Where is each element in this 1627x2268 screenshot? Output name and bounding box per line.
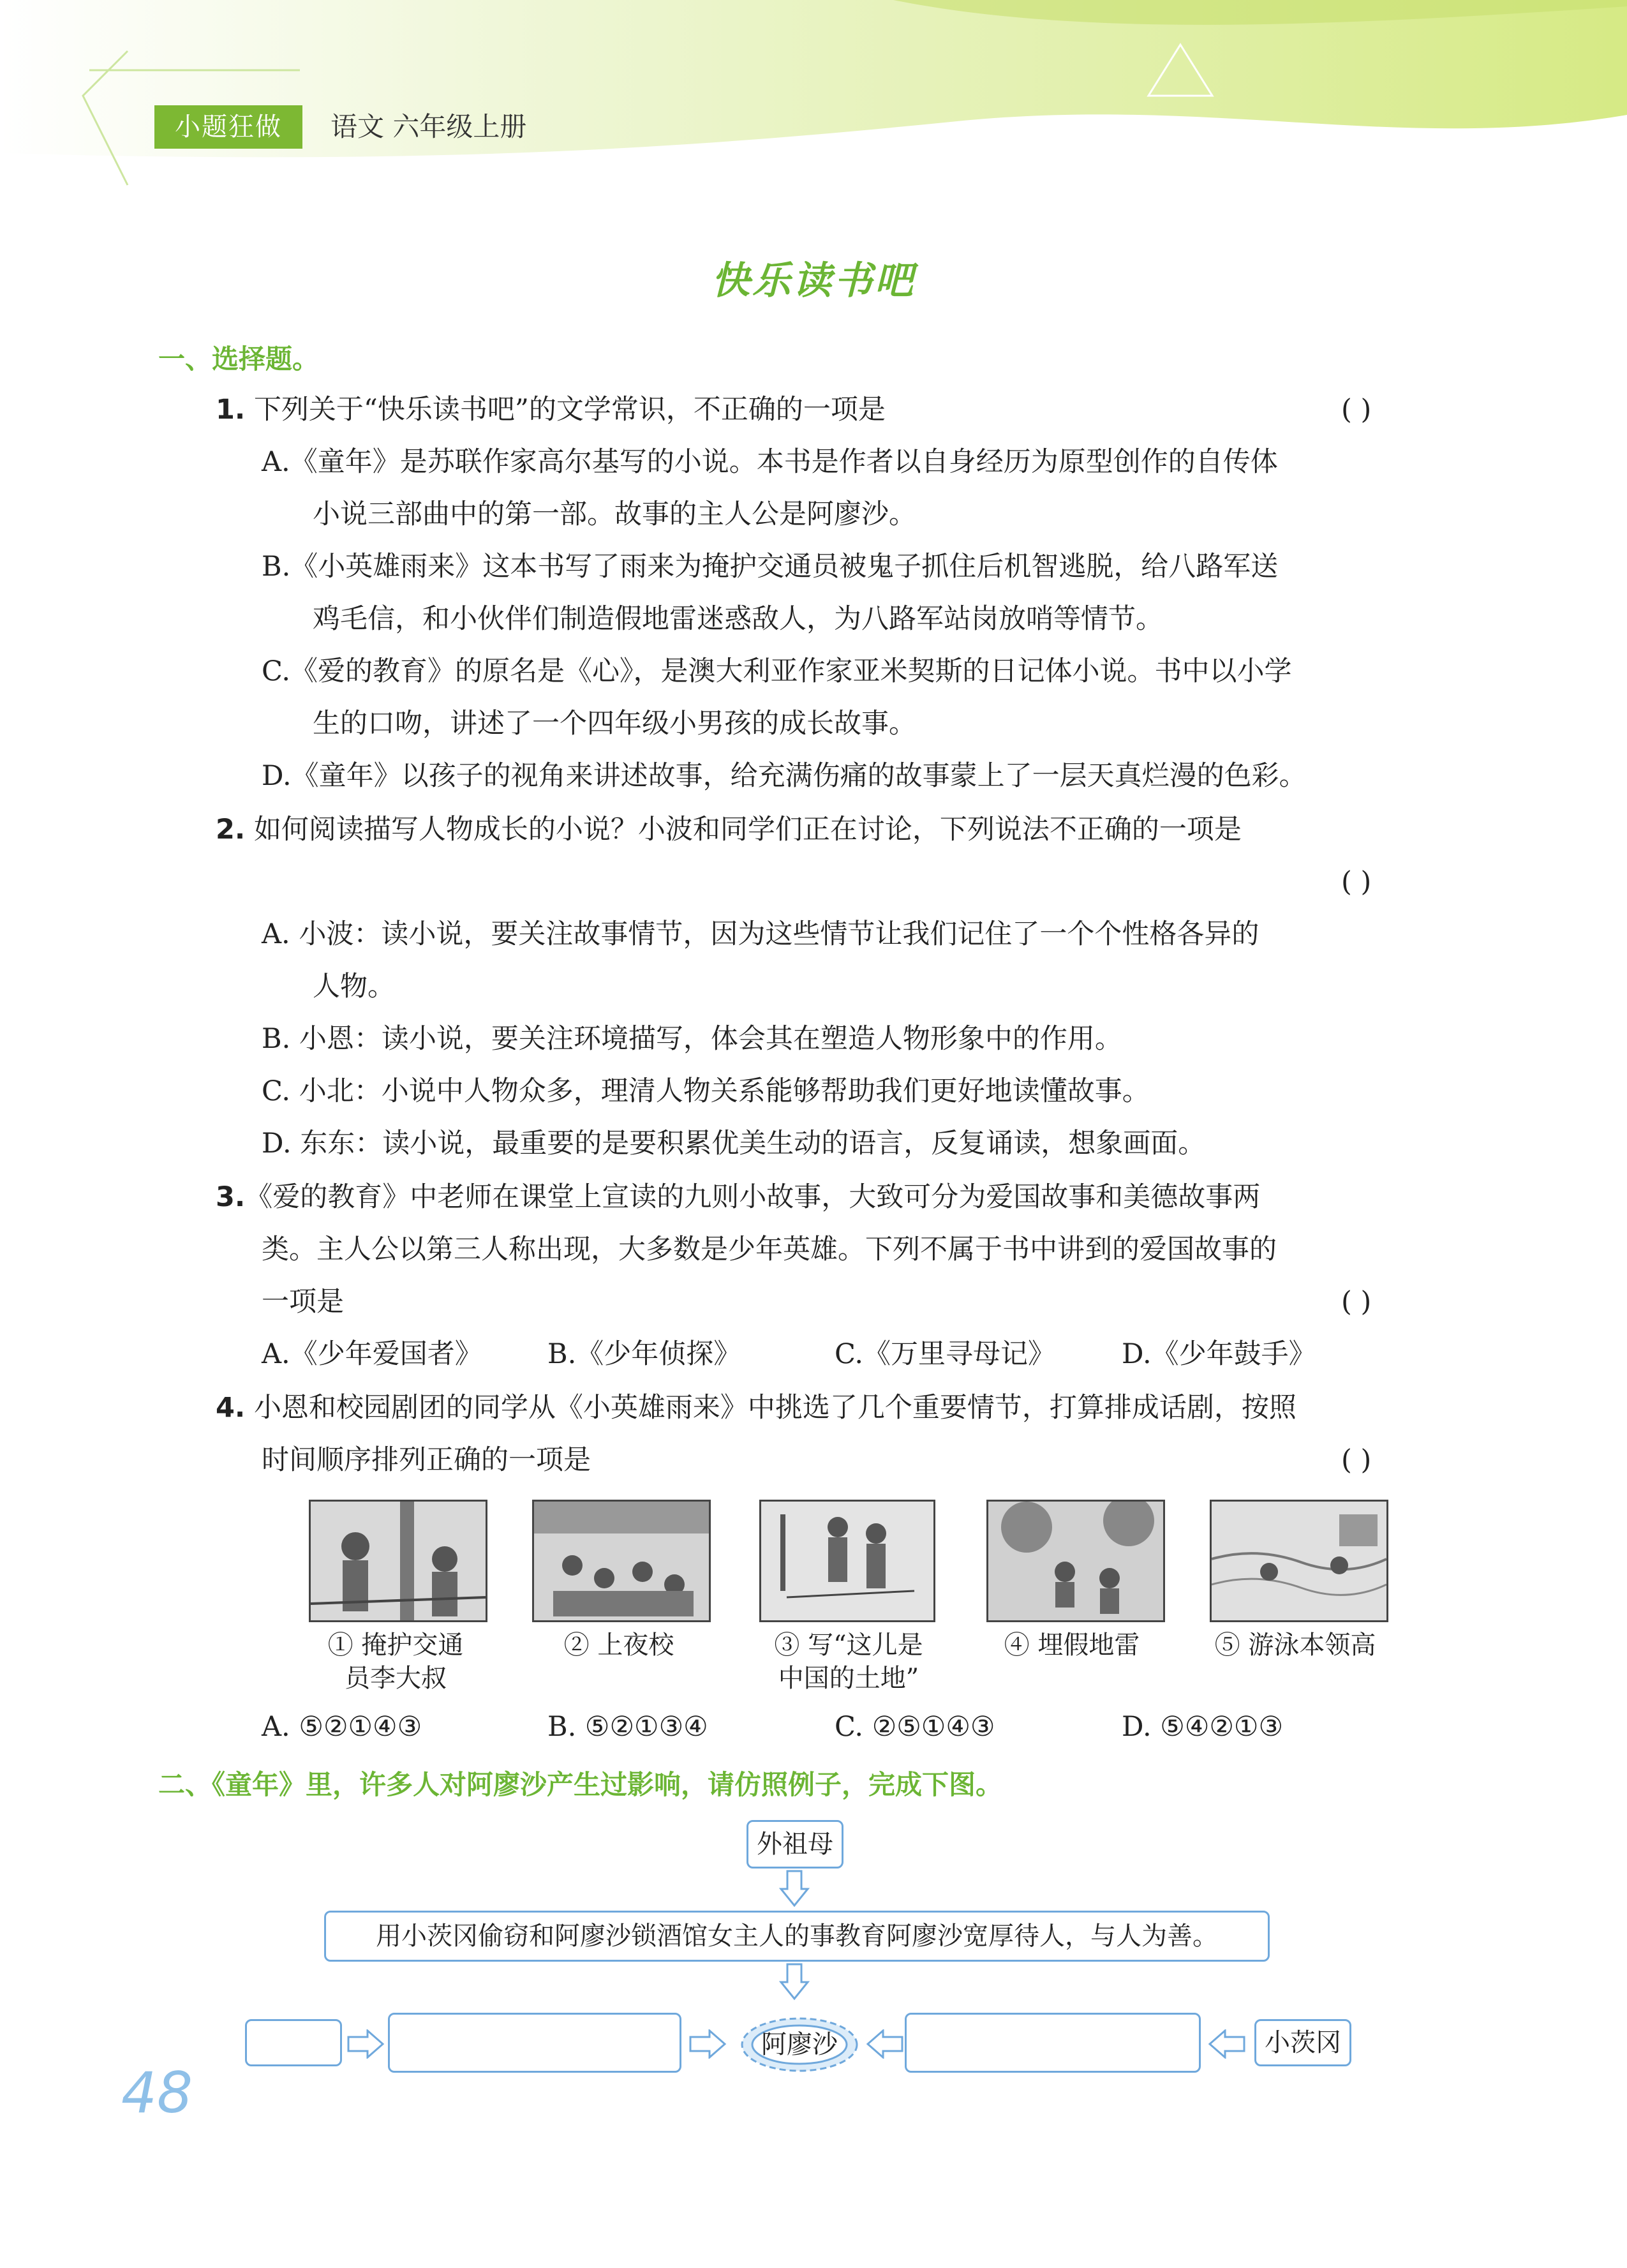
question-3-option-b: B.《少年侦探》 <box>547 1338 741 1370</box>
illustration-3-image <box>759 1500 935 1622</box>
question-1-option-c-line2: 生的口吻，讲述了一个四年级小男孩的成长故事。 <box>313 708 916 740</box>
question-1-text: 下列关于“快乐读书吧”的文学常识，不正确的一项是 <box>253 394 886 426</box>
question-1-answer-blank[interactable]: ( ) <box>1341 394 1372 426</box>
section-two-heading: 二、《童年》里，许多人对阿廖沙产生过影响，请仿照例子，完成下图。 <box>158 1769 1003 1800</box>
illustration-1-image <box>309 1500 487 1622</box>
question-4-option-c: C. ②⑤①④③ <box>835 1711 995 1743</box>
question-1-option-b-line1: B.《小英雄雨来》这本书写了雨来为掩护交通员被鬼子抓住后机智逃脱，给八路军送 <box>262 551 1279 583</box>
question-1-option-a-line2: 小说三部曲中的第一部。故事的主人公是阿廖沙。 <box>313 498 916 530</box>
question-2-option-a-line1: A. 小波：读小说，要关注故事情节，因为这些情节让我们记住了一个个性格各异的 <box>262 918 1259 950</box>
left-description-blank[interactable] <box>388 2013 681 2073</box>
center-node-alyosha: 阿廖沙 <box>761 2030 838 2059</box>
arrow-left-icon-2 <box>1207 2029 1245 2059</box>
header-wave-decoration <box>0 0 1627 191</box>
illustration-1-caption <box>300 1629 491 1695</box>
arrow-down-icon <box>778 1870 810 1908</box>
illustration-2-image <box>532 1500 711 1622</box>
example-description-box: 用小茨冈偷窃和阿廖沙锁酒馆女主人的事教育阿廖沙宽厚待人，与人为善。 <box>324 1911 1270 1962</box>
illustration-3-caption-line1: ③ 写“这儿是 <box>774 1630 923 1660</box>
question-1-stem <box>216 391 886 429</box>
question-2-option-a-line2: 人物。 <box>313 971 395 1003</box>
question-3-stem-line2: 类。主人公以第三人称出现，大多数是少年英雄。下列不属于书中讲到的爱国故事的 <box>262 1234 1277 1265</box>
question-4-text-line1: 小恩和校园剧团的同学从《小英雄雨来》中挑选了几个重要情节，打算排成话剧，按照 <box>253 1392 1296 1424</box>
question-2-number: 2. <box>216 814 246 846</box>
subject-grade: 语文 六年级上册 <box>331 111 527 142</box>
question-3-number: 3. <box>216 1181 246 1213</box>
illustration-5-caption: ⑤ 游泳本领高 <box>1214 1630 1376 1660</box>
question-2-answer-blank[interactable]: ( ) <box>1341 866 1372 898</box>
question-1-option-d: D.《童年》以孩子的视角来讲述故事，给充满伤痛的故事蒙上了一层天真烂漫的色彩。 <box>262 760 1307 792</box>
question-1-number: 1. <box>216 394 246 426</box>
question-1-option-a-line1: A.《童年》是苏联作家高尔基写的小说。本书是作者以自身经历为原型创作的自传体 <box>262 446 1278 478</box>
question-4-option-d: D. ⑤④②①③ <box>1122 1711 1284 1743</box>
illustration-1-caption-line1: ① 掩护交通 <box>327 1630 464 1660</box>
question-3-option-d: D.《少年鼓手》 <box>1122 1338 1316 1370</box>
question-3-option-a: A.《少年爱国者》 <box>262 1338 482 1370</box>
question-4-stem-line1 <box>216 1389 1296 1427</box>
question-1-option-b-line2: 鸡毛信，和小伙伴们制造假地雷迷惑敌人，为八路军站岗放哨等情节。 <box>313 603 1163 635</box>
question-4-number: 4. <box>216 1392 246 1424</box>
illustration-5-image <box>1210 1500 1388 1622</box>
section-one-heading: 一、选择题。 <box>158 343 320 375</box>
arrow-right-icon-1 <box>347 2029 385 2059</box>
question-2-option-d: D. 东东：读小说，最重要的是要积累优美生动的语言，反复诵读，想象画面。 <box>262 1128 1206 1160</box>
illustration-4-image <box>986 1500 1165 1622</box>
question-3-stem-line3: 一项是 <box>262 1286 344 1318</box>
question-2-option-b: B. 小恩：读小说，要关注环境描写，体会其在塑造人物形象中的作用。 <box>262 1023 1122 1055</box>
node-grandmother: 外祖母 <box>747 1820 843 1869</box>
arrow-right-icon-2 <box>689 2029 727 2059</box>
question-2-stem <box>216 810 1242 849</box>
question-4-option-b: B. ⑤②①③④ <box>547 1711 708 1743</box>
page-number: 48 <box>121 2060 193 2126</box>
illustration-3-caption <box>740 1629 957 1695</box>
illustration-2-caption: ② 上夜校 <box>563 1630 674 1660</box>
question-2-option-c: C. 小北：小说中人物众多，理清人物关系能够帮助我们更好地读懂故事。 <box>262 1075 1150 1107</box>
question-3-text-line1: 《爱的教育》中老师在课堂上宣读的九则小故事，大致可分为爱国故事和美德故事两 <box>245 1181 1261 1213</box>
question-3-option-c: C.《万里寻母记》 <box>835 1338 1056 1370</box>
arrow-left-icon-1 <box>865 2029 903 2059</box>
question-4-answer-blank[interactable]: ( ) <box>1341 1444 1372 1476</box>
series-badge: 小题狂做 <box>154 105 302 149</box>
question-2-text: 如何阅读描写人物成长的小说？小波和同学们正在讨论，下列说法不正确的一项是 <box>253 814 1242 846</box>
question-3-answer-blank[interactable]: ( ) <box>1341 1286 1372 1318</box>
question-3-stem-line1 <box>216 1178 1260 1216</box>
illustration-3-caption-line2: 中国的土地” <box>778 1664 919 1693</box>
question-4-option-a: A. ⑤②①④③ <box>262 1711 422 1743</box>
question-1-option-c-line1: C.《爱的教育》的原名是《心》，是澳大利亚作家亚米契斯的日记体小说。书中以小学 <box>262 655 1292 687</box>
left-person-blank[interactable] <box>245 2019 342 2066</box>
arrow-down-icon-2 <box>778 1963 810 2001</box>
illustration-1-caption-line2: 员李大叔 <box>345 1664 447 1693</box>
illustration-4-caption: ④ 埋假地雷 <box>1004 1630 1140 1660</box>
page-title: 快乐读书吧 <box>711 258 916 303</box>
node-little-gypsy: 小茨冈 <box>1254 2019 1351 2066</box>
right-description-blank[interactable] <box>905 2013 1201 2073</box>
question-4-stem-line2: 时间顺序排列正确的一项是 <box>262 1444 591 1476</box>
